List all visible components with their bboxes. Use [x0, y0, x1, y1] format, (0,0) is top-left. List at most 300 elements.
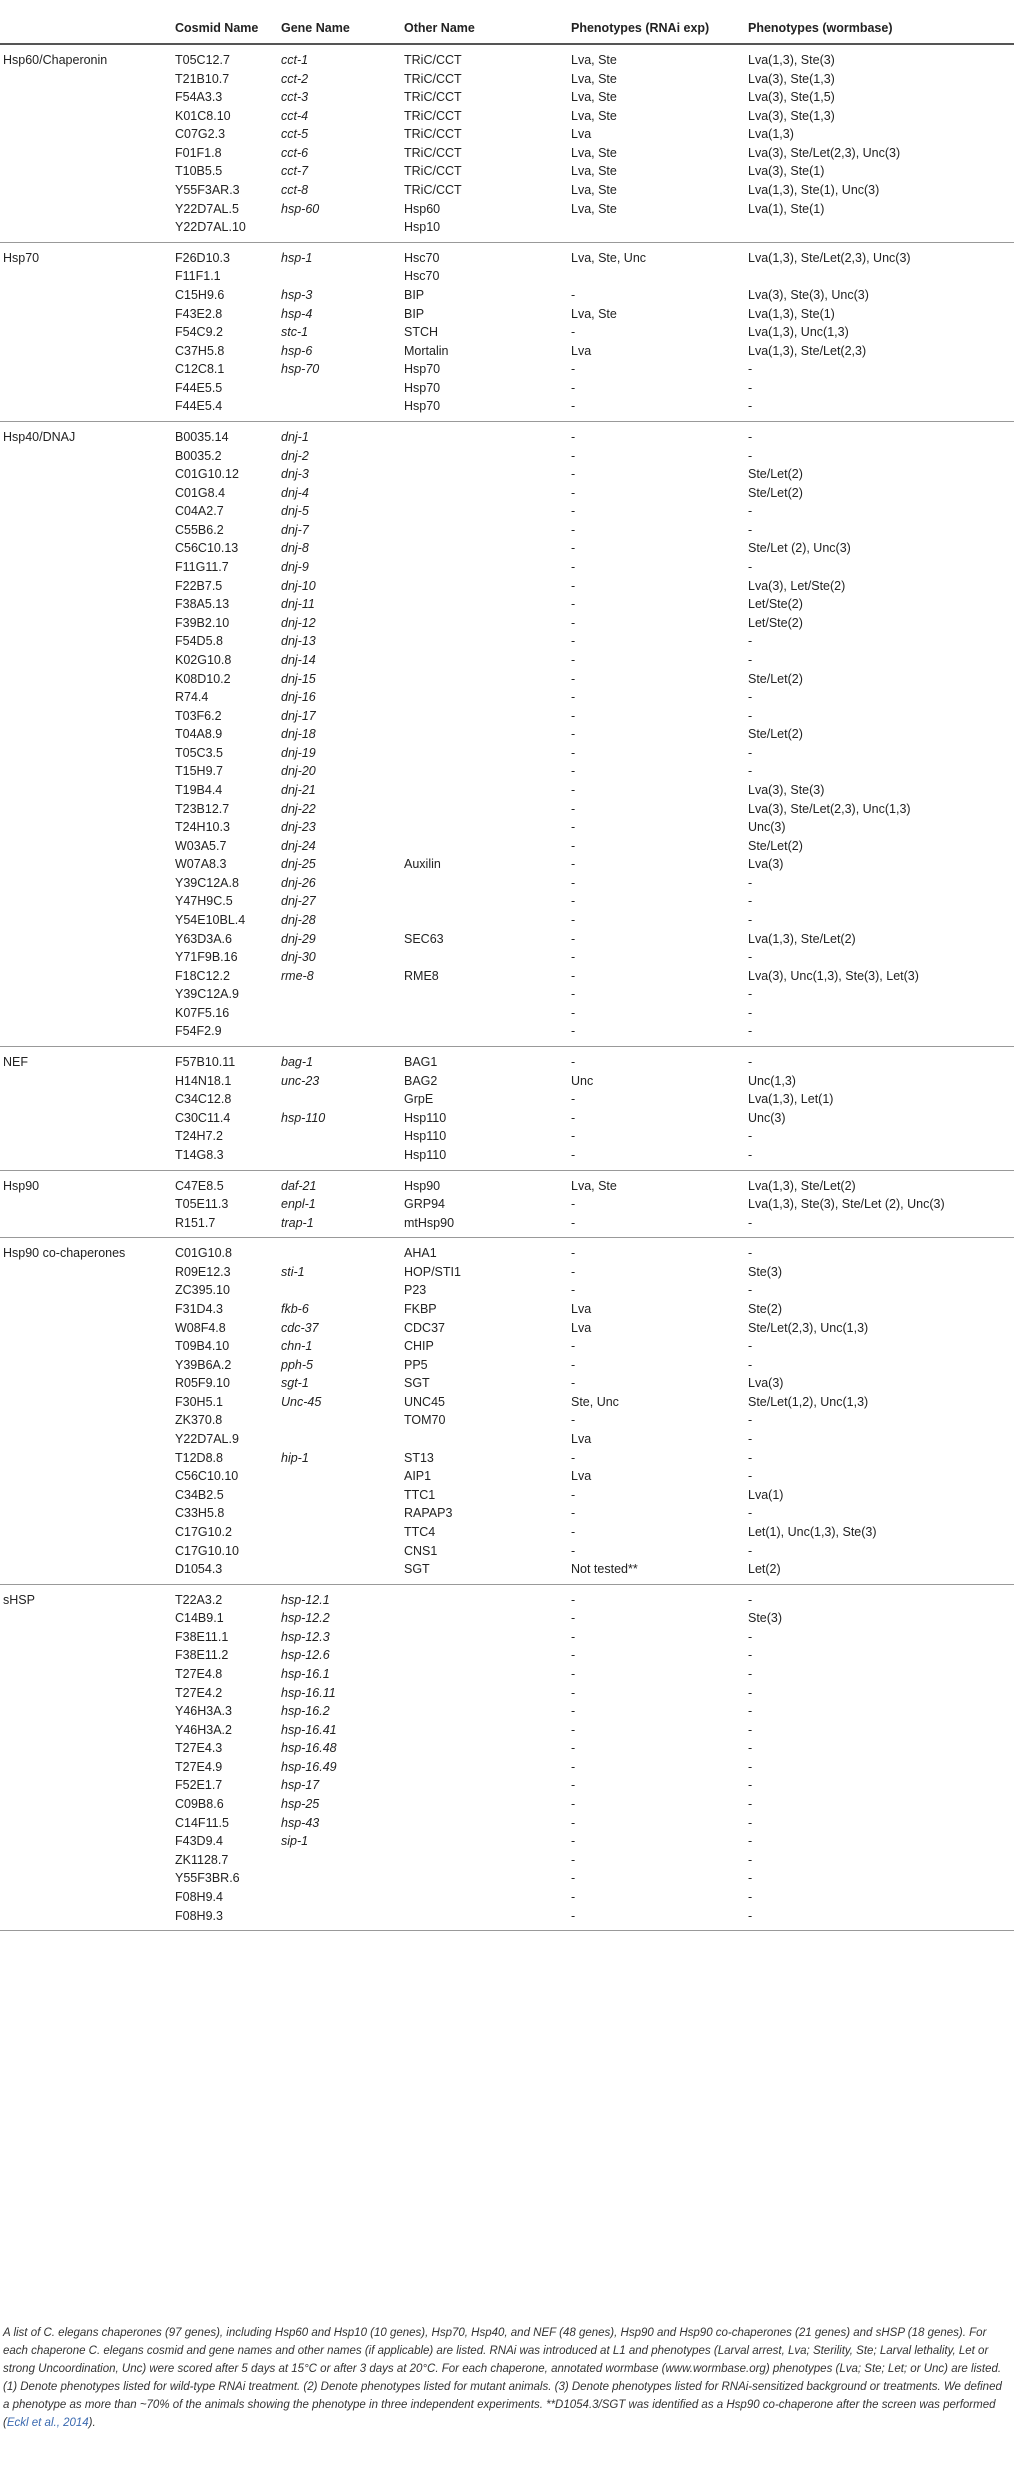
other-cell: GRP94	[404, 1197, 445, 1212]
wormbase-cell: -	[748, 1283, 753, 1298]
rnai-cell: -	[571, 448, 576, 463]
group-spacer	[0, 521, 175, 540]
table-row	[0, 1393, 1014, 1412]
wormbase-cell: Lva(3), Let/Ste(2)	[748, 578, 846, 593]
rnai-cell: -	[571, 522, 576, 537]
wormbase-cell: -	[748, 380, 753, 395]
group-spacer	[0, 670, 175, 689]
rnai-cell: -	[571, 801, 576, 816]
cosmid-cell: F11F1.1	[175, 269, 221, 284]
other-cell: TRiC/CCT	[404, 164, 462, 179]
other-cell: CNS1	[404, 1543, 438, 1558]
group-spacer	[0, 614, 175, 633]
table-row	[0, 1238, 1014, 1263]
other-cell	[404, 539, 571, 558]
wormbase-cell: Ste(3)	[748, 1611, 783, 1626]
wormbase-cell: -	[748, 1871, 753, 1886]
other-cell: CDC37	[404, 1320, 445, 1335]
group-spacer	[0, 1109, 175, 1128]
table-row	[0, 181, 1014, 200]
rnai-cell: -	[571, 727, 576, 742]
table-body	[0, 44, 1014, 1931]
other-cell	[404, 1832, 571, 1851]
group-spacer	[0, 1146, 175, 1170]
rnai-cell: -	[571, 931, 576, 946]
cosmid-cell: Y63D3A.6	[175, 931, 232, 946]
rnai-cell: -	[571, 1246, 576, 1261]
gene-cell	[281, 1127, 404, 1146]
cosmid-cell: Y71F9B.16	[175, 950, 238, 965]
table-row	[0, 688, 1014, 707]
table-row	[0, 707, 1014, 726]
group-spacer	[0, 1263, 175, 1282]
table-row	[0, 985, 1014, 1004]
gene-cell: dnj-10	[281, 578, 316, 593]
group-spacer	[0, 1300, 175, 1319]
rnai-cell: Ste, Unc	[571, 1394, 619, 1409]
rnai-cell: Lva, Ste	[571, 183, 617, 198]
wormbase-cell: Lva(3), Ste(3), Unc(3)	[748, 287, 869, 302]
gene-cell: dnj-9	[281, 560, 309, 575]
gene-cell: dnj-13	[281, 634, 316, 649]
cosmid-cell: F43D9.4	[175, 1834, 223, 1849]
cosmid-cell: Y39B6A.2	[175, 1357, 232, 1372]
wormbase-cell: Ste/Let(2)	[748, 467, 803, 482]
other-cell: CHIP	[404, 1339, 434, 1354]
cosmid-cell: Y39C12A.9	[175, 987, 239, 1002]
other-cell	[404, 985, 571, 1004]
rnai-cell: -	[571, 560, 576, 575]
cosmid-cell: F54C9.2	[175, 325, 223, 340]
group-label: Hsp90 co-chaperones	[3, 1246, 126, 1261]
gene-cell: hsp-12.3	[281, 1629, 330, 1644]
group-spacer	[0, 1628, 175, 1647]
other-cell	[404, 688, 571, 707]
group-spacer	[0, 379, 175, 398]
gene-cell	[281, 218, 404, 242]
group-spacer	[0, 744, 175, 763]
wormbase-cell: -	[748, 1722, 753, 1737]
table-row	[0, 874, 1014, 893]
rnai-cell: -	[571, 913, 576, 928]
group-spacer	[0, 892, 175, 911]
gene-cell: dnj-18	[281, 727, 316, 742]
table-row	[0, 447, 1014, 466]
group-spacer	[0, 632, 175, 651]
table-row	[0, 360, 1014, 379]
other-cell: PP5	[404, 1357, 428, 1372]
other-cell: TRiC/CCT	[404, 90, 462, 105]
cosmid-cell: C01G8.4	[175, 485, 226, 500]
wormbase-cell: Lva(1,3), Ste/Let(2,3), Unc(3)	[748, 250, 911, 265]
wormbase-cell: Lva(1,3), Let(1)	[748, 1092, 834, 1107]
table-row	[0, 1814, 1014, 1833]
table-row	[0, 1004, 1014, 1023]
gene-cell: dnj-14	[281, 652, 316, 667]
table-row	[0, 651, 1014, 670]
gene-cell: pph-5	[281, 1357, 313, 1372]
gene-cell: dnj-26	[281, 875, 316, 890]
other-cell: TRiC/CCT	[404, 145, 462, 160]
rnai-cell: -	[571, 1055, 576, 1070]
other-cell	[404, 1684, 571, 1703]
gene-cell: hsp-16.11	[281, 1685, 336, 1700]
table-row	[0, 1584, 1014, 1609]
other-cell	[404, 818, 571, 837]
gene-cell	[281, 1430, 404, 1449]
gene-cell	[281, 1238, 404, 1263]
group-spacer	[0, 1467, 175, 1486]
wormbase-cell: -	[748, 1778, 753, 1793]
other-cell	[404, 1776, 571, 1795]
other-cell	[404, 800, 571, 819]
table-row	[0, 1430, 1014, 1449]
other-cell: Hsp70	[404, 397, 571, 421]
cosmid-cell: Y39C12A.8	[175, 875, 239, 890]
other-cell	[404, 670, 571, 689]
gene-cell: hsp-3	[281, 287, 313, 302]
cosmid-cell: T27E4.3	[175, 1741, 223, 1756]
group-spacer	[0, 930, 175, 949]
rnai-cell: -	[571, 597, 576, 612]
group-spacer	[0, 855, 175, 874]
group-spacer	[0, 967, 175, 986]
gene-cell: dnj-15	[281, 671, 316, 686]
table-row	[0, 892, 1014, 911]
gene-cell: dnj-1	[281, 429, 309, 444]
other-cell: TTC1	[404, 1487, 436, 1502]
rnai-cell: -	[571, 1871, 576, 1886]
table-row	[0, 670, 1014, 689]
other-cell: mtHsp90	[404, 1214, 571, 1238]
group-spacer	[0, 397, 175, 421]
wormbase-cell: -	[748, 1432, 753, 1447]
gene-cell: cct-6	[281, 145, 309, 160]
other-cell	[404, 577, 571, 596]
table-row	[0, 577, 1014, 596]
cosmid-cell: K01C8.10	[175, 108, 231, 123]
gene-cell: hsp-43	[281, 1815, 320, 1830]
rnai-cell: Lva, Ste	[571, 90, 617, 105]
other-cell	[404, 651, 571, 670]
gene-cell: dnj-8	[281, 541, 309, 556]
group-spacer	[0, 1776, 175, 1795]
wormbase-cell: -	[748, 987, 753, 1002]
gene-cell: cdc-37	[281, 1320, 319, 1335]
other-cell	[404, 744, 571, 763]
table-row	[0, 1214, 1014, 1238]
gene-cell: dnj-2	[281, 448, 309, 463]
caption-text: A list of C. elegans chaperones (97 genes), including Hsp60 and Hsp10 (10 genes), Hsp70, Hsp40, and NEF (48 genes), Hsp90 and Hsp90 co-chaperones (21 genes) and sHSP (18 genes). For each chaperone C. elegans cosmid and gene names and other names (if applicable) are listed. RNAi was introduced at L1 and phenotypes (Larval arrest, Lva; Sterility, Ste; Larval lethality, Let or strong Uncoordination, Unc) were scored after 5 days at 15°C or after 3 days at 20°C. For each chaperone, annotated wormbase (www.wormbase.org) phenotypes (Lva; Ste; Let; or Unc) are listed. (1) Denote phenotypes listed for wild-type RNAi treatment. (2) Denote phenotypes listed for mutant animals. (3) Denote phenotypes listed for RNAi-sensitized background or treatments. We defined a phenotype as more than ~70% of the animals showing the phenotype in three independent experiments. **D1054.3/SGT was identified as a Hsp90 co-chaperone after the screen was performed (	[3, 2327, 1002, 2429]
wormbase-cell: -	[748, 1450, 753, 1465]
cosmid-cell: Y22D7AL.10	[175, 218, 281, 242]
rnai-cell: Lva	[571, 1469, 592, 1484]
gene-cell: cct-1	[281, 53, 309, 67]
cosmid-cell: C01G10.8	[175, 1246, 232, 1261]
table-row	[0, 1542, 1014, 1561]
rnai-cell: -	[571, 708, 576, 723]
rnai-cell: -	[571, 1611, 576, 1626]
rnai-cell: Not tested**	[571, 1560, 748, 1584]
cosmid-cell: Y55F3AR.3	[175, 183, 240, 198]
rnai-cell: Lva	[571, 1302, 592, 1316]
rnai-cell: Lva, Ste	[571, 201, 617, 216]
table-row	[0, 744, 1014, 763]
rnai-cell: -	[571, 1629, 576, 1644]
other-cell	[404, 762, 571, 781]
other-cell	[404, 874, 571, 893]
gene-cell: cct-8	[281, 183, 309, 198]
group-spacer	[0, 985, 175, 1004]
gene-cell: dnj-27	[281, 894, 316, 909]
wormbase-cell: Ste/Let(2,3), Unc(1,3)	[748, 1320, 869, 1335]
group-spacer	[0, 1319, 175, 1338]
wormbase-cell: -	[748, 1506, 753, 1521]
group-spacer	[0, 781, 175, 800]
table-row	[0, 1907, 1014, 1931]
wormbase-cell: -	[748, 1357, 753, 1372]
group-spacer	[0, 1090, 175, 1109]
wormbase-cell: Let(1), Unc(1,3), Ste(3)	[748, 1524, 877, 1539]
rnai-cell: -	[571, 857, 576, 872]
gene-cell: hsp-110	[281, 1110, 326, 1125]
other-cell: TRiC/CCT	[404, 183, 462, 198]
wormbase-cell: -	[748, 1413, 753, 1428]
table-row	[0, 107, 1014, 126]
gene-cell: cct-5	[281, 127, 309, 142]
cosmid-cell: T24H10.3	[175, 820, 230, 835]
rnai-cell: -	[571, 1592, 576, 1607]
other-cell	[404, 1665, 571, 1684]
table-row	[0, 1646, 1014, 1665]
cosmid-cell: W08F4.8	[175, 1320, 226, 1335]
gene-cell: hsp-4	[281, 306, 313, 321]
cosmid-cell: F38E11.2	[175, 1648, 229, 1663]
cosmid-cell: C47E8.5	[175, 1178, 224, 1193]
rnai-cell: -	[571, 1264, 576, 1279]
cosmid-cell: T27E4.2	[175, 1685, 223, 1700]
gene-cell	[281, 1146, 404, 1170]
other-cell	[404, 911, 571, 930]
gene-cell: hsp-12.2	[281, 1611, 330, 1626]
cosmid-cell: T14G8.3	[175, 1146, 281, 1170]
table-row	[0, 614, 1014, 633]
other-cell: Hsp110	[404, 1129, 447, 1144]
group-label: sHSP	[3, 1592, 35, 1607]
rnai-cell: -	[571, 1450, 576, 1465]
rnai-cell: -	[571, 1146, 748, 1170]
gene-cell: enpl-1	[281, 1197, 316, 1212]
group-spacer	[0, 1337, 175, 1356]
other-cell: SGT	[404, 1560, 571, 1584]
gene-cell	[281, 1523, 404, 1542]
table-row	[0, 1486, 1014, 1505]
rnai-cell: -	[571, 1022, 748, 1046]
chaperone-table	[0, 14, 1014, 1931]
cosmid-cell: T15H9.7	[175, 764, 223, 779]
header-gene: Gene Name	[281, 14, 404, 44]
gene-cell: hsp-16.41	[281, 1722, 337, 1737]
other-cell: SEC63	[404, 931, 444, 946]
wormbase-cell: Ste/Let(1,2), Unc(1,3)	[748, 1394, 869, 1409]
other-cell: ST13	[404, 1450, 434, 1465]
other-cell: STCH	[404, 325, 439, 340]
caption-tail: ).	[88, 2417, 96, 2429]
gene-cell	[281, 1467, 404, 1486]
rnai-cell: -	[571, 968, 576, 983]
other-cell: P23	[404, 1283, 427, 1298]
group-spacer	[0, 447, 175, 466]
rnai-cell: -	[571, 429, 576, 444]
group-spacer	[0, 1504, 175, 1523]
rnai-cell: -	[571, 894, 576, 909]
cosmid-cell: C17G10.2	[175, 1524, 232, 1539]
rnai-cell: -	[571, 1648, 576, 1663]
rnai-cell: -	[571, 467, 576, 482]
other-cell: Hsp110	[404, 1146, 571, 1170]
other-cell: BIP	[404, 306, 425, 321]
other-cell	[404, 1795, 571, 1814]
cosmid-cell: Y55F3BR.6	[175, 1871, 240, 1886]
group-spacer	[0, 1486, 175, 1505]
gene-cell: unc-23	[281, 1073, 320, 1088]
cosmid-cell: F11G11.7	[175, 560, 229, 575]
cosmid-cell: F30H5.1	[175, 1394, 223, 1409]
gene-cell: dnj-24	[281, 838, 316, 853]
table-row	[0, 539, 1014, 558]
gene-cell: cct-7	[281, 164, 309, 179]
cosmid-cell: T12D8.8	[175, 1450, 223, 1465]
rnai-cell: -	[571, 1907, 748, 1931]
wormbase-cell: -	[748, 1339, 753, 1354]
cosmid-cell: T04A8.9	[175, 727, 223, 742]
group-spacer	[0, 1684, 175, 1703]
cosmid-cell: F44E5.5	[175, 380, 223, 395]
wormbase-cell: Lva(3), Ste/Let(2,3), Unc(3)	[748, 145, 901, 160]
wormbase-cell: Lva(3), Unc(1,3), Ste(3), Let(3)	[748, 968, 919, 983]
caption-citation-link[interactable]: Eckl et al., 2014	[6, 2417, 89, 2429]
gene-cell: dnj-21	[281, 782, 316, 797]
gene-cell	[281, 1869, 404, 1888]
rnai-cell: Lva, Ste	[571, 71, 617, 86]
wormbase-cell: -	[748, 1648, 753, 1663]
gene-cell	[281, 985, 404, 1004]
wormbase-cell: Lva(3), Ste/Let(2,3), Unc(1,3)	[748, 801, 911, 816]
wormbase-cell: -	[748, 504, 753, 519]
wormbase-cell: -	[748, 1666, 753, 1681]
rnai-cell: -	[571, 987, 576, 1002]
wormbase-cell: -	[748, 1129, 753, 1144]
gene-cell: bag-1	[281, 1055, 313, 1070]
group-spacer	[0, 1907, 175, 1931]
gene-cell	[281, 1281, 404, 1300]
cosmid-cell: C14F11.5	[175, 1815, 229, 1830]
wormbase-cell	[748, 218, 1014, 242]
cosmid-cell: Y47H9C.5	[175, 894, 233, 909]
wormbase-cell: -	[748, 1146, 1014, 1170]
group-spacer	[0, 1739, 175, 1758]
gene-cell: hsp-16.48	[281, 1741, 337, 1756]
gene-cell	[281, 1022, 404, 1046]
other-cell: Hsp90	[404, 1178, 441, 1193]
rnai-cell: Unc	[571, 1073, 594, 1088]
gene-cell: dnj-20	[281, 764, 316, 779]
gene-cell	[281, 267, 404, 286]
wormbase-cell: -	[748, 1797, 753, 1812]
other-cell	[404, 1646, 571, 1665]
table-row	[0, 342, 1014, 361]
table-row	[0, 1832, 1014, 1851]
rnai-cell: -	[571, 1357, 576, 1372]
gene-cell: dnj-17	[281, 708, 316, 723]
wormbase-cell: -	[748, 1022, 1014, 1046]
group-spacer	[0, 1449, 175, 1468]
rnai-cell: -	[571, 362, 576, 377]
group-spacer	[0, 1022, 175, 1046]
table-row	[0, 305, 1014, 324]
cosmid-cell: Y22D7AL.5	[175, 201, 239, 216]
other-cell: FKBP	[404, 1302, 437, 1316]
rnai-cell: -	[571, 820, 576, 835]
cosmid-cell: ZC395.10	[175, 1283, 230, 1298]
group-spacer	[0, 911, 175, 930]
table-row	[0, 855, 1014, 874]
group-spacer	[0, 465, 175, 484]
cosmid-cell: C55B6.2	[175, 522, 224, 537]
table-row	[0, 44, 1014, 70]
wormbase-cell: Let/Ste(2)	[748, 597, 803, 612]
rnai-cell: -	[571, 1778, 576, 1793]
table-row	[0, 1795, 1014, 1814]
gene-cell: stc-1	[281, 325, 309, 340]
table-row	[0, 125, 1014, 144]
other-cell	[404, 558, 571, 577]
rnai-cell: Lva	[571, 1320, 592, 1335]
other-cell	[404, 781, 571, 800]
cosmid-cell: F44E5.4	[175, 397, 281, 421]
other-cell: AIP1	[404, 1469, 432, 1484]
cosmid-cell: F38A5.13	[175, 597, 230, 612]
cosmid-cell: F01F1.8	[175, 145, 222, 160]
wormbase-cell: -	[748, 1834, 753, 1849]
wormbase-cell: -	[748, 1907, 1014, 1931]
group-label: Hsp40/DNAJ	[3, 429, 76, 444]
wormbase-cell: Lva(3), Ste(1)	[748, 164, 825, 179]
group-spacer	[0, 1888, 175, 1907]
table-row	[0, 267, 1014, 286]
cosmid-cell: C56C10.10	[175, 1469, 239, 1484]
group-spacer	[0, 360, 175, 379]
group-spacer	[0, 181, 175, 200]
gene-cell: dnj-11	[281, 597, 315, 612]
wormbase-cell: Unc(1,3)	[748, 1073, 796, 1088]
rnai-cell: -	[571, 1741, 576, 1756]
cosmid-cell: T27E4.9	[175, 1759, 223, 1774]
other-cell	[404, 595, 571, 614]
cosmid-cell: T21B10.7	[175, 71, 230, 86]
other-cell	[404, 502, 571, 521]
cosmid-cell: F54F2.9	[175, 1022, 281, 1046]
cosmid-cell: ZK1128.7	[175, 1852, 229, 1867]
table-row	[0, 1337, 1014, 1356]
other-cell	[404, 1869, 571, 1888]
group-label: NEF	[3, 1055, 28, 1070]
rnai-cell: -	[571, 1704, 576, 1719]
cosmid-cell: T27E4.8	[175, 1666, 223, 1681]
gene-cell: dnj-16	[281, 690, 316, 705]
gene-cell: dnj-4	[281, 485, 309, 500]
table-row	[0, 1072, 1014, 1091]
